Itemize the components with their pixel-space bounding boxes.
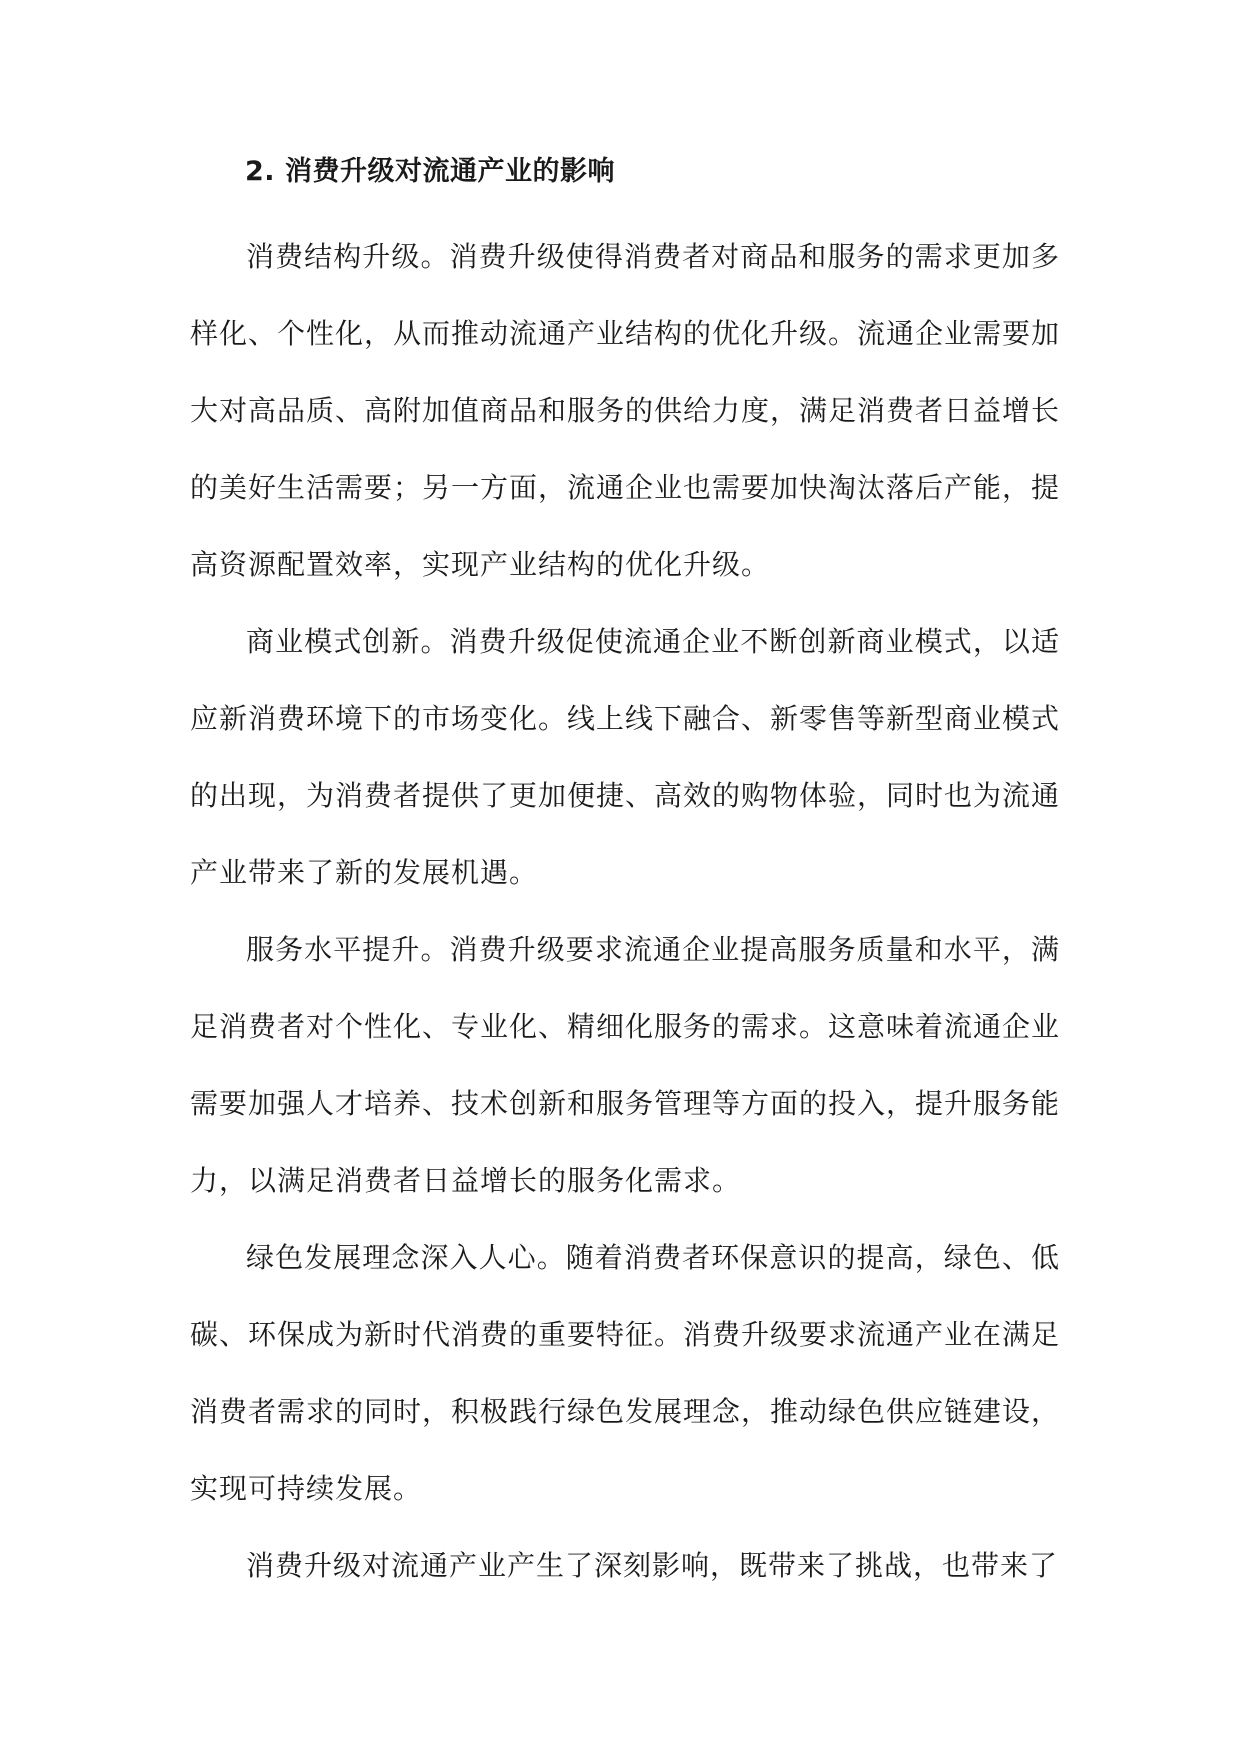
paragraph-consumption-structure: 消费结构升级。消费升级使得消费者对商品和服务的需求更加多样化、个性化，从而推动流通产业结构的优化升级。流通企业需要加大对高品质、高附加值商品和服务的供给力度，满足消费者日益增长的美好生活需要；另一方面，流通企业也需要加快淘汰落后产能，提高资源配置效率，实现产业结构的优化升级。 bbox=[190, 240, 1061, 581]
paragraph-service-level: 服务水平提升。消费升级要求流通企业提高服务质量和水平，满足消费者对个性化、专业化、精细化服务的需求。这意味着流通企业需要加强人才培养、技术创新和服务管理等方面的投入，提升服务能力，以满足消费者日益增长的服务化需求。 bbox=[190, 933, 1061, 1197]
paragraph-business-model: 商业模式创新。消费升级促使流通企业不断创新商业模式，以适应新消费环境下的市场变化。线上线下融合、新零售等新型商业模式的出现，为消费者提供了更加便捷、高效的购物体验，同时也为流通产业带来了新的发展机遇。 bbox=[190, 625, 1061, 889]
paragraph-green-development: 绿色发展理念深入人心。随着消费者环保意识的提高，绿色、低碳、环保成为新时代消费的重要特征。消费升级要求流通产业在满足消费者需求的同时，积极践行绿色发展理念，推动绿色供应链建设，实现可持续发展。 bbox=[190, 1241, 1061, 1505]
document-page bbox=[190, 146, 1060, 1604]
paragraph-conclusion: 消费升级对流通产业产生了深刻影响，既带来了挑战，也带来了 bbox=[246, 1549, 1059, 1582]
section-heading: 2. 消费升级对流通产业的影响 bbox=[245, 156, 615, 187]
